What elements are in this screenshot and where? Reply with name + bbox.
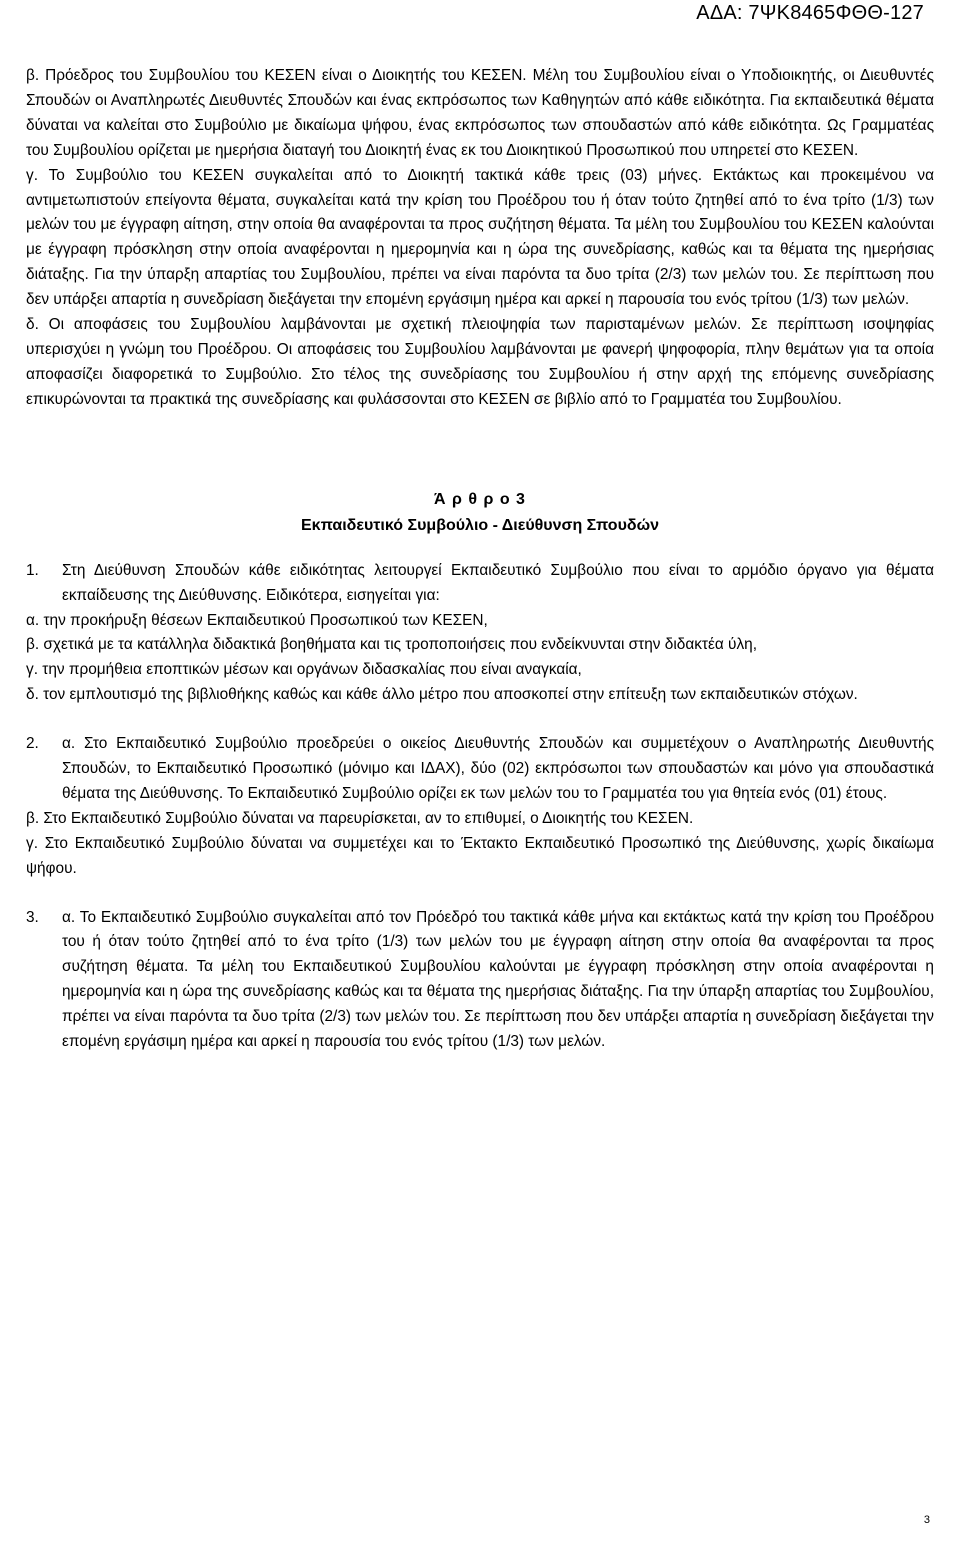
- document-body: [26, 64, 934, 1055]
- ada-code-header: ΑΔΑ: 7ΨΚ8465ΦΘΘ-127: [696, 2, 924, 24]
- section-3: [26, 906, 934, 1055]
- list-item: α. την προκήρυξη θέσεων Εκπαιδευτικού Προσωπικού των ΚΕΣΕΝ,: [26, 611, 488, 629]
- paragraph-gamma: γ. Το Συμβούλιο του ΚΕΣΕΝ συγκαλείται από το Διοικητή τακτικά κάθε τρεις (03) μήνες. Εκτάκτως και προκειμένου να αντιμετωπιστούν επείγοντα θέματα, συγκαλείται κατά την κρίση του Προέδρου του ή όταν τούτο ζητηθεί από το ένα τρίτο (1/3) των μελών του με έγγραφη αίτηση, στην οποία θα αναφέρονται τα προς συζήτηση θέματα. Τα μέλη του Συμβουλίου του ΚΕΣΕΝ καλούνται με έγγραφη πρόσκληση στην οποία αναφέρονται η ημερομηνία και η ώρα της συνεδρίασης, καθώς και τα θέματα της ημερήσιας διάταξης. Για την ύπαρξη απαρτίας του Συμβουλίου, πρέπει να είναι παρόντα τα δυο τρίτα (2/3) των μελών του. Σε περίπτωση που δεν υπάρξει απαρτία η συνεδρίαση διεξάγεται την επομένη εργάσιμη ημέρα και αρκεί η παρουσία του ενός τρίτου (1/3) των μελών.: [26, 166, 934, 309]
- section-lead: Στη Διεύθυνση Σπουδών κάθε ειδικότητας λειτουργεί Εκπαιδευτικό Συμβούλιο που είναι το αρμόδιο όργανο για θέματα εκπαίδευσης της Διεύθυνσης. Ειδικότερα, εισηγείται για:: [62, 561, 934, 604]
- paragraph-delta: δ. Οι αποφάσεις του Συμβουλίου λαμβάνονται με σχετική πλειοψηφία των παρισταμένων μελών. Σε περίπτωση ισοψηφίας υπερισχύει η γνώμη του Προέδρου. Οι αποφάσεις του Συμβουλίου λαμβάνονται με φανερή ψηφοφορία, πλην θεμάτων για τα οποία αποφασίζει διαφορετικά το Συμβούλιο. Στο τέλος της συνεδρίασης του Συμβουλίου ή στην αρχή της επόμενης συνεδρίασης επικυρώνονται τα πρακτικά της συνεδρίασης και φυλάσσονται στο ΚΕΣΕΝ σε βιβλίο από το Γραμματέα του Συμβουλίου.: [26, 316, 934, 408]
- article-title: Ά ρ θ ρ ο 3: [434, 490, 526, 508]
- section-lead: α. Στο Εκπαιδευτικό Συμβούλιο προεδρεύει ο οικείος Διευθυντής Σπουδών και συμμετέχουν ο Αναπληρωτής Διευθυντής Σπουδών, το Εκπαιδευτικό Προσωπικό (μόνιμο και ΙΔΑΧ), δύο (02) εκπρόσωποι των σπουδαστών και μόνο για σπουδαστικά θέματα της Διεύθυνσης. Το Εκπαιδευτικό Συμβούλιο ορίζει εκ των μελών του το Γραμματέα του για θητεία ενός (01) έτους.: [62, 735, 934, 802]
- section-lead: α. Το Εκπαιδευτικό Συμβούλιο συγκαλείται από τον Πρόεδρό του τακτικά κάθε μήνα και εκτάκτως κατά την κρίση του Προέδρου του ή όταν τούτο ζητηθεί από το ένα τρίτο (1/3) των μελών του με έγγραφη αίτηση στην οποία θα αναφέρονται τα προς συζήτηση θέματα. Τα μέλη του Εκπαιδευτικού Συμβουλίου καλούνται με έγγραφη πρόσκληση στην οποία αναφέρονται η ημερομηνία και η ώρα της συνεδρίασης καθώς και τα θέματα της ημερήσιας διάταξης. Για την ύπαρξη απαρτίας του Συμβουλίου, πρέπει να είναι παρόντα τα δυο τρίτα (2/3) των μελών του. Σε περίπτωση που δεν υπάρξει απαρτία η συνεδρίαση διεξάγεται την επομένη εργάσιμη ημέρα και αρκεί η παρουσία του ενός τρίτου (1/3) των μελών.: [62, 908, 934, 1051]
- spacer: [26, 413, 934, 487]
- spacer: [26, 882, 934, 906]
- section-1: [26, 559, 934, 609]
- paragraph-beta: β. Πρόεδρος του Συμβουλίου του ΚΕΣΕΝ είναι ο Διοικητής του ΚΕΣΕΝ. Μέλη του Συμβουλίου είναι ο Υποδιοικητής, οι Διευθυντές Σπουδών οι Αναπληρωτές Διευθυντές Σπουδών και ένας εκπρόσωπος των Καθηγητών από κάθε ειδικότητα. Για εκπαιδευτικά θέματα δύναται να καλείται στο Συμβούλιο με δικαίωμα ψήφου, ένας εκπρόσωπος των σπουδαστών από κάθε ειδικότητα. Ως Γραμματέας του Συμβουλίου ορίζεται με ημερήσια διαταγή του Διοικητή ένας εκ του Διοικητικού Προσωπικού που υπηρετεί στο ΚΕΣΕΝ.: [26, 67, 934, 159]
- list-item: γ. την προμήθεια εποπτικών μέσων και οργάνων διδασκαλίας που είναι αναγκαία,: [26, 661, 582, 679]
- section-body: [62, 906, 934, 1055]
- section-body: [62, 732, 934, 807]
- section-number: 2.: [26, 735, 39, 753]
- page-number: 3: [923, 1514, 930, 1526]
- list-item: β. σχετικά με τα κατάλληλα διδακτικά βοηθήματα και τις τροποποιήσεις που ενδείκνυνται στην διδακτέα ύλη,: [26, 636, 757, 654]
- list-item: γ. Στο Εκπαιδευτικό Συμβούλιο δύναται να συμμετέχει και το Έκτακτο Εκπαιδευτικό Προσωπικό της Διεύθυνσης, χωρίς δικαίωμα ψήφου.: [26, 834, 934, 877]
- section-number: 1.: [26, 561, 39, 579]
- section-number: 3.: [26, 908, 39, 926]
- spacer: [26, 708, 934, 732]
- list-item: δ. τον εμπλουτισμό της βιβλιοθήκης καθώς και κάθε άλλο μέτρο που αποσκοπεί στην επίτευξη των εκπαιδευτικών στόχων.: [26, 686, 858, 704]
- article-subtitle: Εκπαιδευτικό Συμβούλιο - Διεύθυνση Σπουδών: [301, 516, 659, 534]
- list-item: β. Στο Εκπαιδευτικό Συμβούλιο δύναται να παρευρίσκεται, αν το επιθυμεί, ο Διοικητής του ΚΕΣΕΝ.: [26, 809, 694, 827]
- section-2: [26, 732, 934, 807]
- section-body: [62, 559, 934, 609]
